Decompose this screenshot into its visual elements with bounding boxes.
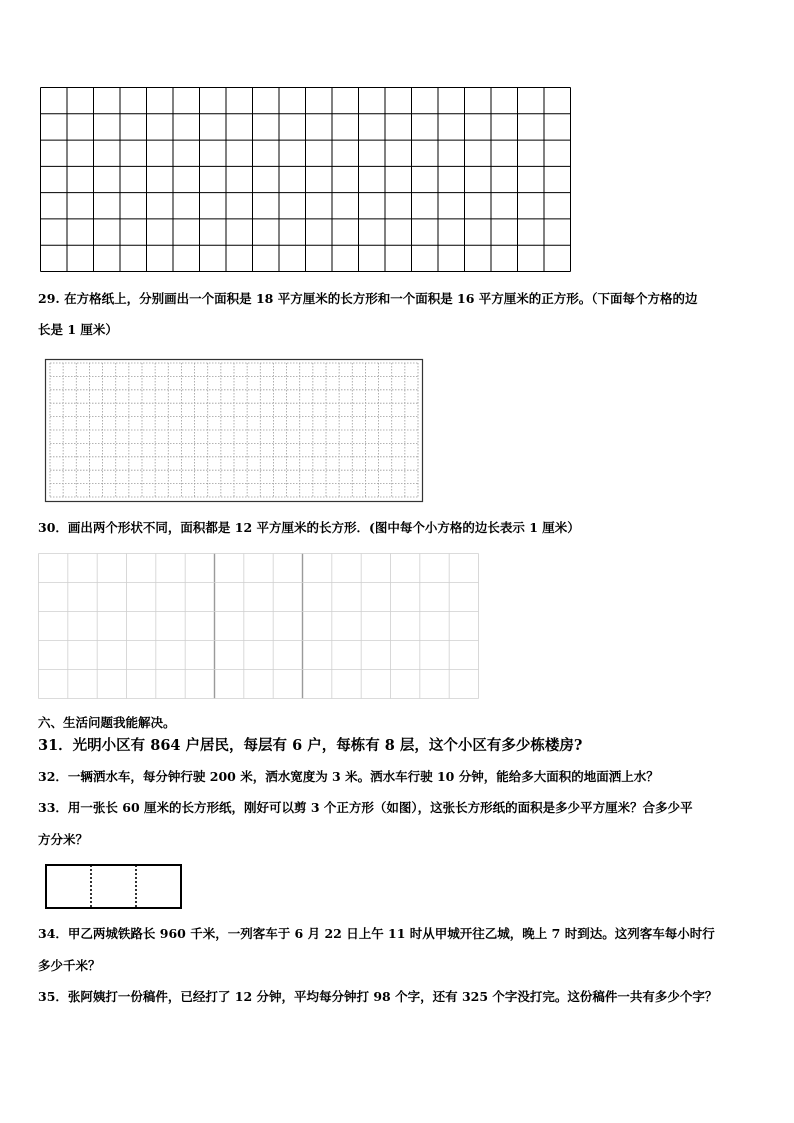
figure-33-rectangle	[45, 864, 182, 909]
question-30: 30．画出两个形状不同，面积都是 12 平方厘米的长方形．(图中每个小方格的边长表示 1 厘米）	[38, 520, 580, 535]
grid-30	[38, 553, 479, 699]
question-32: 32．一辆洒水车，每分钟行驶 200 米，洒水宽度为 3 米。洒水车行驶 10 分钟，能给多大面积的地面洒上水？	[38, 769, 659, 784]
question-29-line-2: 长是 1 厘米）	[38, 322, 118, 337]
grid-29-dotted	[45, 359, 423, 502]
question-34-line-1: 34．甲乙两城铁路长 960 千米，一列客车于 6 月 22 日上午 11 时从甲城开往乙城，晚上 7 时到达。这列客车每小时行	[38, 926, 715, 941]
question-34-line-2: 多少千米？	[38, 958, 101, 973]
question-31: 31．光明小区有 864 户居民，每层有 6 户，每栋有 8 层，这个小区有多少栋楼房?	[38, 737, 583, 754]
figure-33-outline	[46, 865, 181, 908]
question-35: 35．张阿姨打一份稿件，已经打了 12 分钟，平均每分钟打 98 个字，还有 325 个字没打完。这份稿件一共有多少个字？	[38, 989, 718, 1004]
question-29-line-1: 29. 在方格纸上，分别画出一个面积是 18 平方厘米的长方形和一个面积是 16 平方厘米的正方形。（下面每个方格的边	[38, 291, 698, 306]
question-33-line-2: 方分米？	[38, 832, 89, 847]
section-6-heading: 六、生活问题我能解决。	[38, 715, 176, 730]
question-33-line-1: 33．用一张长 60 厘米的长方形纸，刚好可以剪 3 个正方形（如图），这张长方形纸的面积是多少平方厘米？合多少平	[38, 800, 693, 815]
grid-top	[40, 87, 571, 272]
